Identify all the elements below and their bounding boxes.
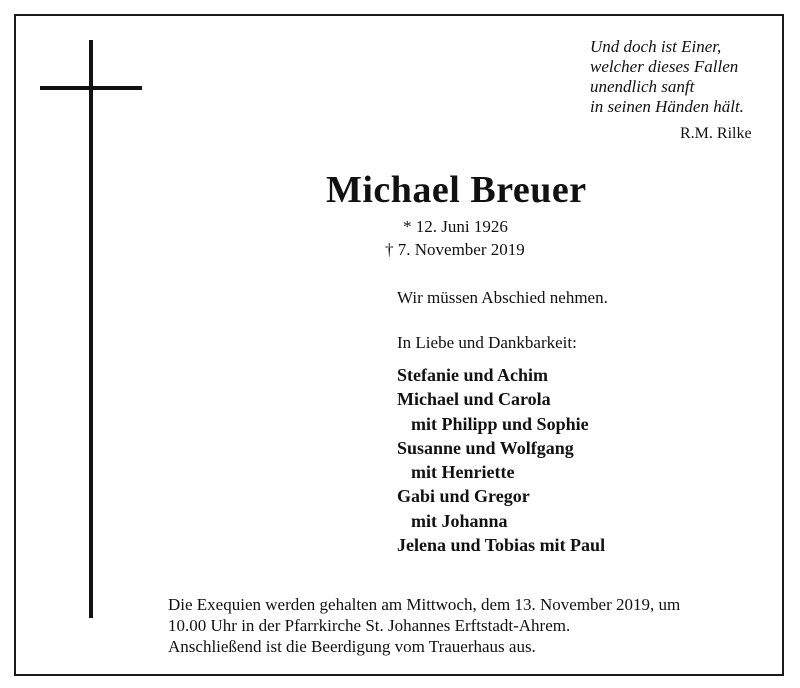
- funeral-notice: [168, 594, 768, 657]
- mourner-entry: Gabi und Gregor: [397, 486, 530, 507]
- cross-vertical-bar: [89, 40, 93, 618]
- farewell-text: Wir müssen Abschied nehmen.: [397, 288, 608, 307]
- death-date: † 7. November 2019: [385, 240, 525, 259]
- mourner-entry: Michael und Carola: [397, 389, 551, 410]
- funeral-line: Anschließend ist die Beerdigung vom Trauerhaus aus.: [168, 637, 536, 656]
- quote-line: in seinen Händen hält.: [590, 97, 744, 116]
- quote-line: welcher dieses Fallen: [590, 57, 739, 76]
- quote-author: R.M. Rilke: [680, 125, 752, 142]
- quote-line: Und doch ist Einer,: [590, 37, 722, 56]
- quote-line: unendlich sanft: [590, 77, 695, 96]
- rilke-quote: [590, 37, 770, 117]
- deceased-name: Michael Breuer: [326, 169, 587, 211]
- funeral-line: 10.00 Uhr in der Pfarrkirche St. Johannes Erftstadt-Ahrem.: [168, 616, 571, 635]
- birth-date: * 12. Juni 1926: [403, 217, 508, 236]
- funeral-line: Die Exequien werden gehalten am Mittwoch, dem 13. November 2019, um: [168, 595, 681, 614]
- gratitude-text: In Liebe und Dankbarkeit:: [397, 333, 577, 352]
- mourner-entry: mit Johanna: [411, 510, 508, 531]
- mourner-entry: Stefanie und Achim: [397, 365, 549, 385]
- mourner-entry: Jelena und Tobias mit Paul: [397, 535, 606, 556]
- mourners-list: [397, 363, 605, 557]
- mourner-entry: mit Philipp und Sophie: [411, 413, 589, 434]
- cross-horizontal-bar: [40, 86, 142, 90]
- mourner-entry: mit Henriette: [411, 462, 515, 483]
- mourner-entry: Susanne und Wolfgang: [397, 437, 574, 458]
